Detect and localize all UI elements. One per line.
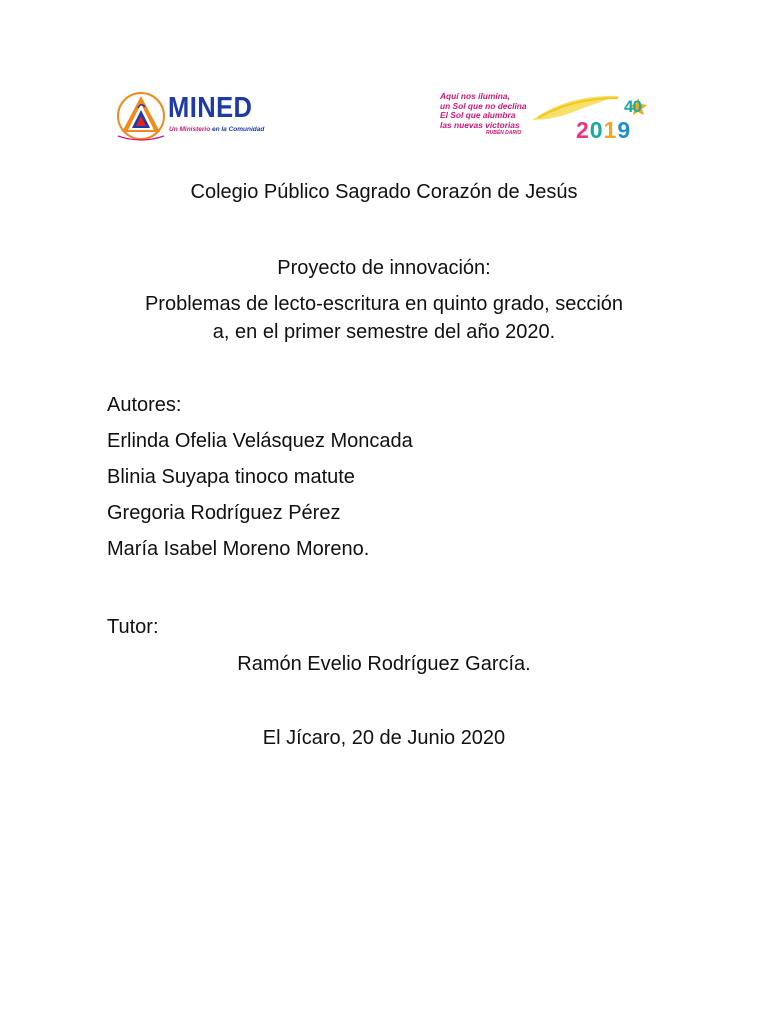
author-item: Blinia Suyapa tinoco matute [107,466,355,488]
tutor-label: Tutor: [107,616,159,638]
poem-line-2: un Sol que no declina [440,100,527,111]
anniversary-logo [440,90,652,146]
poem-line-1: Aquí nos ilumina, [440,91,510,101]
author-item: María Isabel Moreno Moreno. [107,538,370,560]
mined-tagline [169,126,264,133]
author-item: Gregoria Rodríguez Pérez [107,502,341,524]
project-title-line-1: Problemas de lecto-escritura en quinto grado, sección [144,293,624,315]
mined-brand-text: MINED [168,92,253,124]
poem-line-3: El Sol que alumbra [440,110,516,121]
mined-emblem-icon [112,86,170,144]
mined-tagline-highlight: Un Ministerio [169,126,211,133]
author-list [107,429,413,573]
school-name: Colegio Público Sagrado Corazón de Jesús [190,181,578,203]
poem-line-4: las nuevas victorias [440,119,520,130]
tutor-name: Ramón Evelio Rodríguez García. [237,653,531,675]
mined-logo [112,86,272,144]
darío-poem [440,92,527,137]
project-label: Proyecto de innovación: [277,257,491,279]
anniversary-number: 40 [624,97,641,116]
mined-tagline-rest: en la Comunidad [210,126,265,133]
year-digit-1: 2 [576,117,590,143]
anniversary-year [576,118,631,142]
year-digit-3: 1 [603,117,618,143]
project-title-line-2: a, en el primer semestre del año 2020. [212,321,556,343]
year-digit-2: 0 [589,117,604,143]
author-item: Erlinda Ofelia Velásquez Moncada [107,430,413,452]
authors-label: Autores: [107,394,182,416]
poem-author: RUBÉN DARÍO [486,130,522,137]
place-date: El Jícaro, 20 de Junio 2020 [262,727,506,749]
project-title [104,290,664,346]
year-digit-4: 9 [617,117,632,143]
